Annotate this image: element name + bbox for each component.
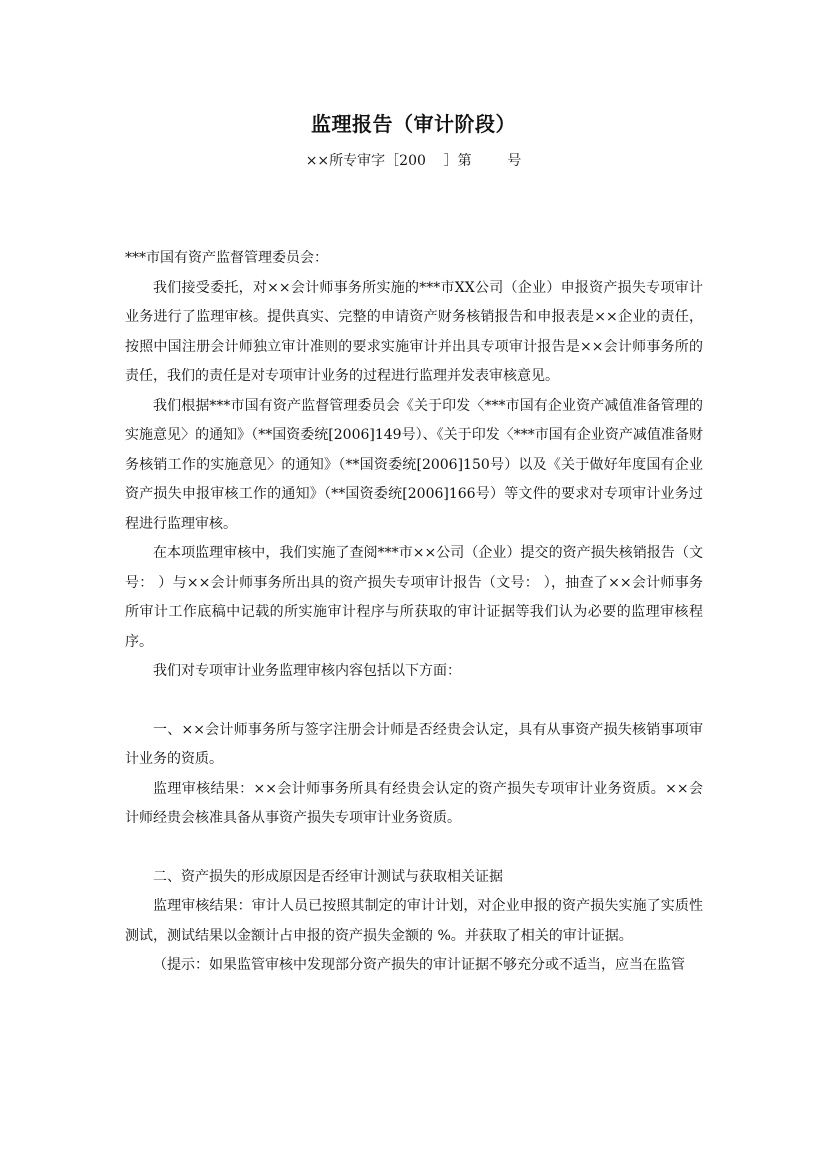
spacer (125, 834, 703, 863)
paragraph-engagement: 我们接受委托，对××会计师事务所实施的***市XX公司（企业）申报资产损失专项审计业务进行了监理审核。提供真实、完整的申请资产财务核销报告和申报表是××企业的责任，按照中国注册会计师独立审计准则的要求实施审计并出具专项审计报告是××会计师事务所的责任，我们的责任是对专项审计业务的过程进行监理并发表审核意见。 (125, 279, 703, 384)
section-2-result: 监理审核结果：审计人员已按照其制定的审计计划，对企业申报的资产损失实施了实质性测试，测试结果以金额计占申报的资产损失金额的 %。并获取了相关的审计证据。 (125, 898, 703, 944)
paragraph-basis: 我们根据***市国有资产监督管理委员会《关于印发〈***市国有企业资产减值准备管理的实施意见〉的通知》（**国资委统[2006]149号）、《关于印发〈***市国有企业资产减值准备财务核销工作的实施意见〉的通知》（**国资委统[2006]150号）以及《关于做好年度国有企业资产损失申报审核工作的通知》（**国资委统[2006]166号）等文件的要求对专项审计业务过程进行监理审核。 (125, 397, 703, 532)
paragraph-scope: 我们对专项审计业务监理审核内容包括以下方面： (153, 663, 461, 679)
document-body (125, 244, 703, 981)
document-number: ××所专审字［200 ］第 号 (305, 153, 522, 169)
section-1-result: 监理审核结果：××会计师事务所具有经贵会认定的资产损失专项审计业务资质。××会计师经贵会核准具备从事资产损失专项审计业务资质。 (125, 780, 703, 826)
section-2-note: （提示：如果监管审核中发现部分资产损失的审计证据不够充分或不适当，应当在监管 (153, 957, 685, 973)
spacer (125, 687, 703, 716)
section-2-heading: 二、资产损失的形成原因是否经审计测试与获取相关证据 (153, 868, 503, 885)
document-title: 监理报告（审计阶段） (311, 112, 516, 136)
paragraph-procedures: 在本项监理审核中，我们实施了查阅***市××公司（企业）提交的资产损失核销报告（文号： ）与××会计师事务所出具的资产损失专项审计报告（文号： ），抽查了××会计师事务所审计工作底稿中记载的所实施审计程序与所获取的审计证据等我们认为必要的监理审核程序。 (125, 545, 703, 650)
addressee: ***市国有资产监督管理委员会： (125, 250, 328, 266)
section-1-heading: 一、××会计师事务所与签字注册会计师是否经贵会认定，具有从事资产损失核销事项审计业务的资质。 (125, 721, 703, 767)
